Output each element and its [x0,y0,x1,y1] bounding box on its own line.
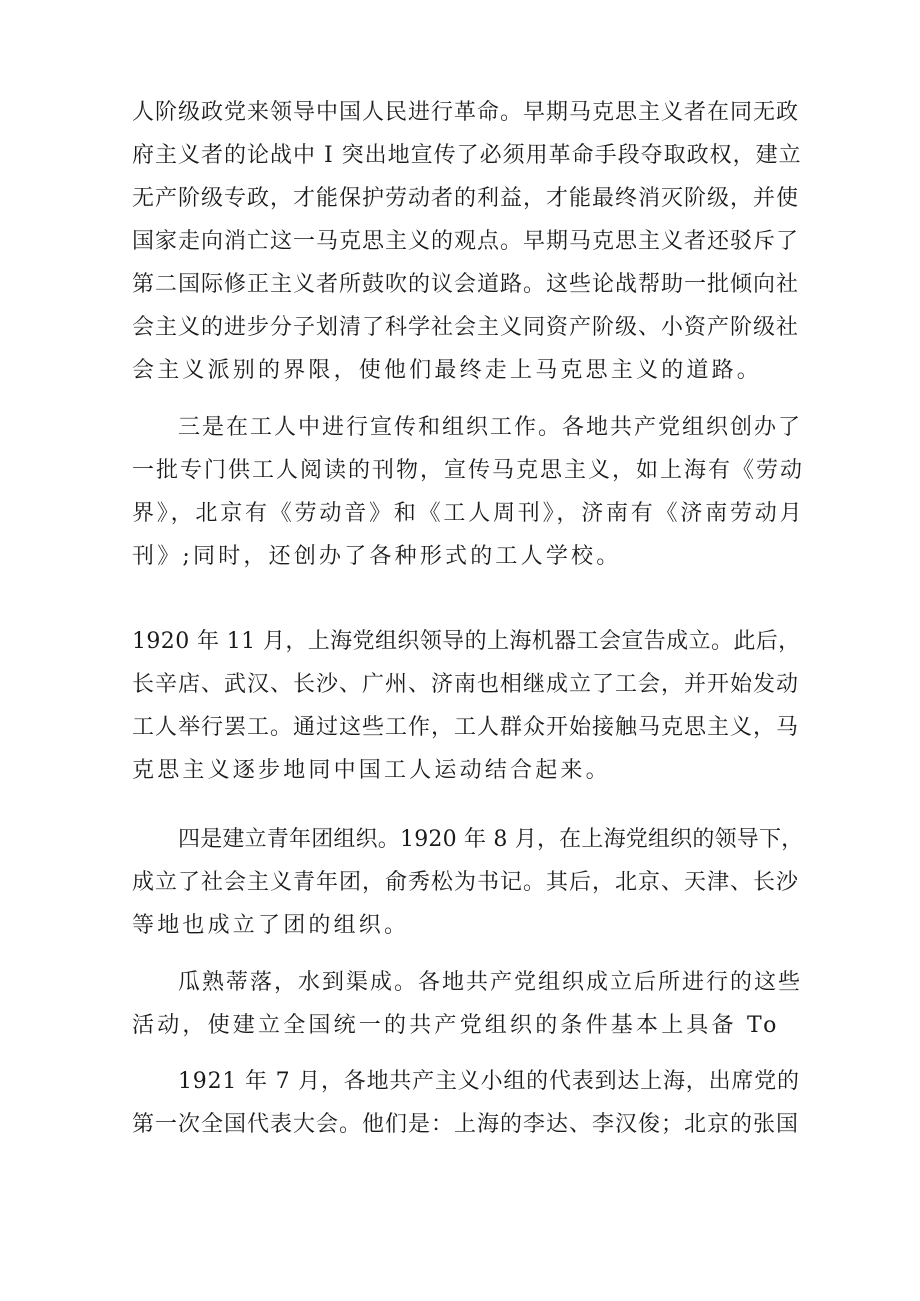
text-line: 国家走向消亡这一马克思主义的观点。早期马克思主义者还驳斥了 [132,229,800,254]
text-line: 三是在工人中进行宣传和组织工作。各地共产党组织创办了 [178,415,803,440]
text-line: 工人举行罢工。通过这些工作，工人群众开始接触马克思主义，马 [132,715,800,740]
paragraph-5 [132,961,804,1047]
text-line: 活动，使建立全国统一的共产党组织的条件基本上具备 To [132,1013,780,1038]
text-line: 无产阶级专政，才能保护劳动者的利益，才能最终消灭阶级，并使 [132,186,800,211]
text-line: 成立了社会主义青年团，俞秀松为书记。其后，北京、天津、长沙 [132,870,800,895]
paragraph-2 [132,406,804,578]
paragraph-4 [132,818,804,947]
text-line: 第一次全国代表大会。他们是：上海的李达、李汉俊；北京的张国 [132,1112,800,1137]
text-line: 1920 年 11 月，上海党组织领导的上海机器工会宣告成立。此后， [132,629,801,654]
paragraph-3 [132,620,804,792]
text-line: 等地也成立了团的组织。 [132,913,410,938]
text-line: 瓜熟蒂落，水到渠成。各地共产党组织成立后所进行的这些 [178,970,803,995]
text-line: 长辛店、武汉、长沙、广州、济南也相继成立了工会，并开始发动 [132,672,800,697]
paragraph-6 [132,1060,804,1146]
text-line: 1921 年 7 月，各地共产主义小组的代表到达上海，出席党的 [178,1069,800,1094]
text-line: 克思主义逐步地同中国工人运动结合起来。 [132,758,611,783]
text-line: 界》，北京有《劳动音》和《工人周刊》，济南有《济南劳动月 [132,501,805,526]
text-line: 刊》;同时，还创办了各种形式的工人学校。 [132,544,622,569]
text-line: 四是建立青年团组织。1920 年 8 月，在上海党组织的领导下， [178,827,804,852]
paragraph-1 [132,91,804,392]
text-line: 会主义派别的界限，使他们最终走上马克思主义的道路。 [132,358,763,383]
text-line: 人阶级政党来领导中国人民进行革命。早期马克思主义者在同无政 [132,100,800,125]
text-line: 府主义者的论战中 I 突出地宣传了必须用革命手段夺取政权，建立 [132,143,802,168]
text-line: 会主义的进步分子划清了科学社会主义同资产阶级、小资产阶级社 [132,315,800,340]
text-line: 一批专门供工人阅读的刊物，宣传马克思主义，如上海有《劳动 [132,458,805,483]
text-line: 第二国际修正主义者所鼓吹的议会道路。这些论战帮助一批倾向社 [132,272,800,297]
